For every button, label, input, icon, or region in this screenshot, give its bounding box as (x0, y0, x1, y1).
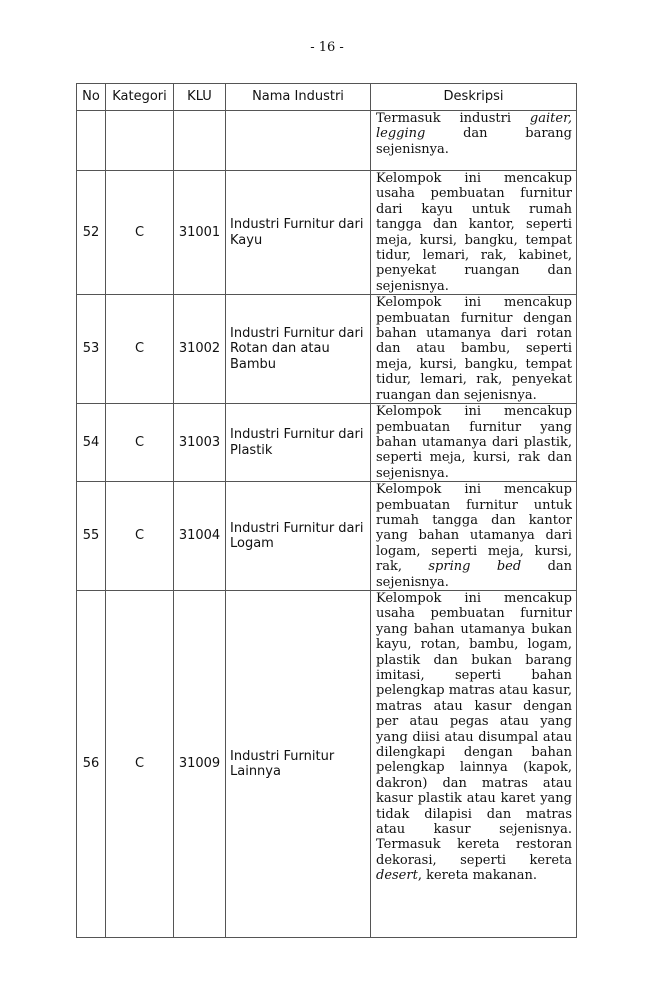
desc-text: Kelompok ini mencakup usaha pembuatan furnitur yang bahan utamanya bukan kayu, rotan, bambu, logam, plastik dan bukan barang imitasi, seperti bahan pelengkap matras atau kasur, matras atau kasur dengan per atau pegas atau yang yang diisi atau disumpal atau dilengkapi dengan bahan pelengkap lainnya (kapok, dakron) dan matras atau kasur plastik atau karet yang tidak dilapisi dan matras atau kasur sejenisnya. Termasuk kereta restoran dekorasi, seperti kereta (376, 590, 572, 868)
table-row (77, 590, 577, 937)
desc-text-end: , kereta makanan. (417, 868, 538, 884)
desc-text-end: dan barang sejenisnya. (376, 126, 572, 157)
cell-no: 54 (77, 404, 106, 482)
desc-italic: spring bed (428, 559, 522, 575)
cell-klu: 31004 (174, 482, 226, 591)
table-row (77, 171, 577, 295)
cell-deskripsi (371, 590, 577, 937)
header-no: No (77, 84, 106, 111)
table-row (77, 295, 577, 404)
cell-deskripsi (371, 111, 577, 171)
cell-nama: Industri Furnitur dari Rotan dan atau Bambu (226, 295, 371, 404)
table-header-row (77, 84, 577, 111)
industry-table (76, 83, 577, 938)
cell-deskripsi (371, 482, 577, 591)
cell-klu: 31001 (174, 171, 226, 295)
cell-kategori: C (106, 171, 174, 295)
cell-nama (226, 111, 371, 171)
header-nama-industri: Nama Industri (226, 84, 371, 111)
cell-klu: 31002 (174, 295, 226, 404)
cell-klu: 31009 (174, 590, 226, 937)
cell-klu (174, 111, 226, 171)
cell-kategori: C (106, 590, 174, 937)
cell-kategori: C (106, 295, 174, 404)
cell-kategori: C (106, 482, 174, 591)
cell-kategori (106, 111, 174, 171)
desc-text: Kelompok ini mencakup usaha pembuatan furnitur dari kayu untuk rumah tangga dan kantor, seperti meja, kursi, bangku, tempat tidur, lemari, rak, kabinet, penyekat ruangan dan sejenisnya. (376, 171, 572, 294)
cell-nama: Industri Furnitur dari Logam (226, 482, 371, 591)
cell-nama: Industri Furnitur dari Kayu (226, 171, 371, 295)
cell-deskripsi (371, 171, 577, 295)
cell-no: 53 (77, 295, 106, 404)
desc-text: Kelompok ini mencakup pembuatan furnitur dengan bahan utamanya dari rotan dan atau bambu, seperti meja, kursi, bangku, tempat tidur, lemari, rak, penyekat ruangan dan sejenisnya. (376, 295, 572, 403)
cell-no (77, 111, 106, 171)
page-number: - 16 - (310, 40, 344, 55)
cell-no: 52 (77, 171, 106, 295)
desc-text: Kelompok ini mencakup pembuatan furnitur untuk rumah tangga dan kantor yang bahan utamanya dari logam, seperti meja, kursi, rak, (376, 482, 572, 575)
header-deskripsi: Deskripsi (371, 84, 577, 111)
cell-klu: 31003 (174, 404, 226, 482)
cell-no: 56 (77, 590, 106, 937)
desc-italic: desert (376, 868, 418, 884)
cell-no: 55 (77, 482, 106, 591)
cell-deskripsi (371, 404, 577, 482)
cell-nama: Industri Furnitur dari Plastik (226, 404, 371, 482)
desc-text: Termasuk industri (376, 111, 530, 126)
cell-deskripsi (371, 295, 577, 404)
desc-italic: gaiter, legging (376, 111, 572, 142)
cell-nama: Industri Furnitur Lainnya (226, 590, 371, 937)
table-row (77, 404, 577, 482)
desc-text: Kelompok ini mencakup pembuatan furnitur yang bahan utamanya dari plastik, seperti meja, kursi, rak dan sejenisnya. (376, 404, 572, 481)
table-row-continuation (77, 111, 577, 171)
table-row (77, 482, 577, 591)
header-klu: KLU (174, 84, 226, 111)
cell-kategori: C (106, 404, 174, 482)
header-kategori: Kategori (106, 84, 174, 111)
desc-text-end: dan sejenisnya. (376, 559, 573, 590)
